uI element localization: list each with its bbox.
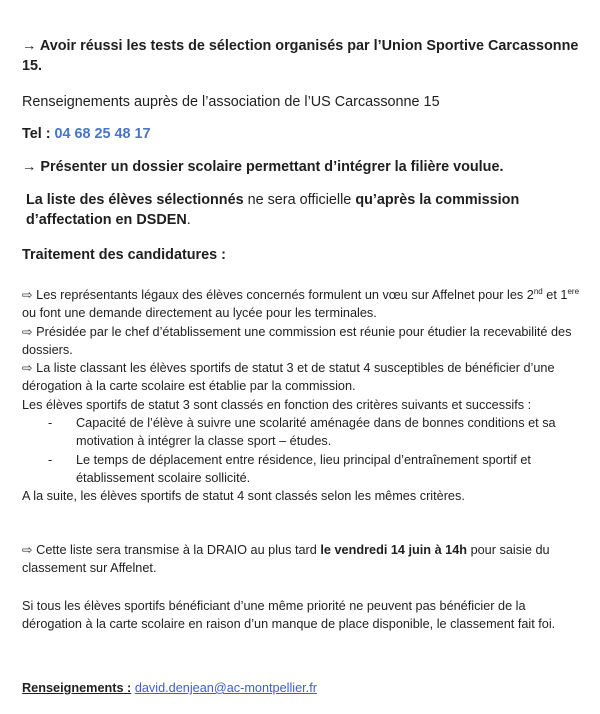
arrow-outline-icon: ⇨ [22,361,33,376]
criterion-text: Capacité de l’élève à suivre une scolarité aménagée dans de bonnes conditions et sa motivation à intégrer la classe sport – études. [76,416,556,449]
notice-bold-1: La liste des élèves sélectionnés [26,192,244,208]
notice-normal: ne sera officielle [247,192,352,208]
selection-notice [26,190,582,230]
paragraph-draio [22,541,582,578]
arrow-outline-icon: ⇨ [22,288,33,302]
contact-email-link[interactable]: david.denjean@ac-montpellier.fr [134,681,317,695]
phone-number[interactable]: 04 68 25 48 17 [54,126,151,142]
notice-end: . [186,212,191,228]
dossier-requirement [22,157,582,177]
tests-requirement [22,36,582,76]
phone-label: Tel : [22,126,51,142]
contact-line [22,679,582,697]
p1-sup-1: nd [533,286,543,296]
paragraph-voeu [22,286,582,323]
criteria-list [22,414,582,487]
p1-text-a: Les représentants légaux des élèves concernés formulent un vœu sur Affelnet pour les 2 [36,288,534,302]
arrow-right-icon: → [22,159,37,175]
p1-text-b: et 1 [546,288,568,302]
section-heading [22,245,582,265]
association-info: Renseignements auprès de l’association de l’US Carcassonne 15 [22,94,440,110]
paragraph-commission [22,323,582,360]
p3-text: La liste classant les élèves sportifs de statut 3 et de statut 4 susceptibles de bénéficier d’une dérogation à la carte scolaire est établie par la commission. [22,361,555,394]
p1-text-c: ou font une demande directement au lycée pour les terminales. [22,306,377,321]
deadline-date: le vendredi 14 juin à 14h [320,543,468,557]
paragraph-priority: Si tous les élèves sportifs bénéficiant d’une même priorité ne peuvent pas bénéficier de la dérogation à la carte scolaire en raison d’un manque de place disponible, le classement fait foi. [22,599,556,632]
treatment-body [22,286,582,506]
contact-label: Renseignements : [22,681,132,695]
list-item [22,451,582,488]
dash-bullet: - [48,452,53,467]
p2-text: Présidée par le chef d’établissement une commission est réunie pour étudier la recevabilité des dossiers. [22,324,572,357]
heading-text: Traitement des candidatures : [22,247,226,263]
paragraph-liste [22,359,582,396]
arrow-outline-icon: ⇨ [22,543,33,557]
notice-bold-2: qu’après la commission d’affectation en DSDEN [26,192,520,228]
arrow-right-icon: → [22,38,37,54]
dossier-text: Présenter un dossier scolaire permettant d’intégrer la filière voulue. [40,159,504,175]
tests-text: Avoir réussi les tests de sélection organisés par l’Union Sportive Carcassonne 15. [22,38,579,74]
paragraph-statut-3: Les élèves sportifs de statut 3 sont classés en fonction des critères suivants et successifs : [22,397,532,412]
arrow-outline-icon: ⇨ [22,324,33,339]
p6-text-b: pour saisie du classement sur Affelnet. [22,543,550,576]
phone-line [22,124,582,144]
p6-text-a: Cette liste sera transmise à la DRAIO au plus tard [36,543,317,557]
paragraph-statut-4: A la suite, les élèves sportifs de statut 4 sont classés selon les mêmes critères. [22,489,465,504]
list-item [22,414,582,451]
p1-sup-2: ere [567,286,580,296]
criterion-text: Le temps de déplacement entre résidence, lieu principal d’entraînement sportif et établissement scolaire sollicité. [76,452,531,485]
dash-bullet: - [48,416,53,431]
